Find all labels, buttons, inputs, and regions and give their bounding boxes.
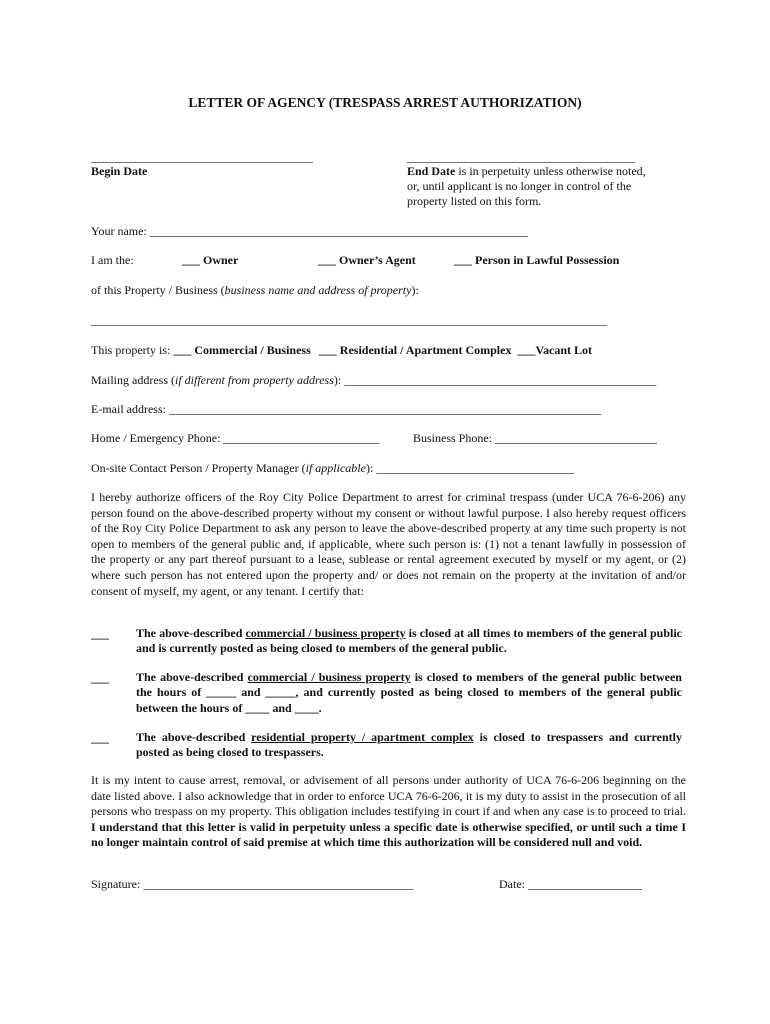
property-address-line[interactable]: ______________________________________________________________________________________	[91, 313, 607, 327]
intent-paragraph	[91, 773, 686, 851]
onsite-line[interactable]: ): _________________________________	[365, 461, 575, 475]
clause-1-pre: The above-described	[136, 626, 246, 640]
mailing-address-field[interactable]	[91, 373, 656, 388]
end-date-line[interactable]: ______________________________________	[407, 150, 635, 164]
onsite-label: On-site Contact Person / Property Manager (	[91, 461, 306, 475]
end-date-label-row	[407, 164, 646, 179]
clause-1-blank[interactable]: ___	[91, 627, 109, 641]
property-intro-end: ):	[411, 283, 419, 297]
date-field[interactable]: Date: ___________________	[499, 877, 642, 891]
clause-2-blank[interactable]: ___	[91, 671, 109, 685]
end-date-note-3: property listed on this form.	[407, 194, 542, 208]
your-name-field[interactable]: Your name: _______________________________________________________________	[91, 224, 528, 238]
home-phone-field[interactable]: Home / Emergency Phone: __________________________	[91, 431, 380, 445]
clause-3-post: is closed to trespassers and currently posted as being closed to trespassers.	[136, 730, 682, 760]
clause-2-pre: The above-described	[136, 670, 248, 684]
mailing-label: Mailing address (	[91, 373, 175, 387]
clause-3-blank[interactable]: ___	[91, 731, 109, 745]
authorization-paragraph: I hereby authorize officers of the Roy City Police Department to arrest for criminal trespass (under UCA 76-6-206) any person found on the above-described property without my consent or without lawful purpose. I also hereby request officers of the Roy City Police Department to ask any person to leave the above-described property at any time such property is not open to members of the general public and, if applicable, where such person is: (1) not a tenant lawfully in possession of the property or any part thereof pursuant to a lease, sublease or rental agreement executed by myself or my agent, or (2) where such person has not entered upon the property and/ or does not remain on the property at the invitation of and/or consent of myself, my agent, or any tenant. I certify that:	[91, 490, 686, 598]
signature-field[interactable]: Signature: _____________________________________________	[91, 877, 414, 891]
mailing-italic: if different from property address	[174, 373, 334, 387]
begin-date-label: Begin Date	[91, 164, 148, 178]
property-intro	[91, 283, 419, 298]
clause-2-underlined: commercial / business property	[247, 670, 411, 684]
intent-text: It is my intent to cause arrest, removal, or advisement of all persons under authority of UCA 76-6-206 beginning on the date listed above. I also acknowledge that in order to enforce UCA 76-6-206, it is my duty to assist in the prosecution of all persons who trespass on my property. This obligation includes testifying in court if and when any case is to proceed to trial.	[91, 773, 686, 819]
property-intro-text: of this Property / Business (	[91, 283, 225, 297]
end-date-note-2: or, until applicant is no longer in control of the	[407, 179, 632, 193]
mailing-line[interactable]: ): ____________________________________________________	[333, 373, 657, 387]
clause-1-post: is closed at all times to members of the general public and is currently posted as being closed to members of the general public.	[136, 626, 682, 656]
clause-3-underlined: residential property / apartment complex	[251, 730, 474, 744]
onsite-contact-field[interactable]	[91, 461, 574, 476]
property-intro-italic: business name and address of property	[224, 283, 412, 297]
residential-option[interactable]: ___ Residential / Apartment Complex	[318, 343, 512, 357]
clause-3	[136, 730, 682, 761]
begin-date-line[interactable]: _____________________________________	[91, 150, 313, 164]
clause-2-post: is closed to members of the general public between the hours of _____ and _____, and currently posted as being closed to members of the general public between the hours of ____ and ____.	[136, 670, 682, 715]
email-field[interactable]: E-mail address: ________________________________________________________________________	[91, 402, 601, 416]
intent-bold-text: I understand that this letter is valid in perpetuity unless a specific date is otherwise specified, or until such a time I no longer maintain control of said premise at which time this authorization will be considered null and void.	[91, 819, 686, 850]
i-am-label: I am the:	[91, 253, 134, 267]
clause-2	[136, 670, 682, 716]
commercial-option[interactable]: ___ Commercial / Business	[173, 343, 311, 357]
end-date-label: End Date	[407, 164, 456, 178]
document-title: LETTER OF AGENCY (TRESPASS ARREST AUTHORIZATION)	[188, 95, 582, 110]
clause-1-underlined: commercial / business property	[245, 626, 406, 640]
end-date-note-1: is in perpetuity unless otherwise noted,	[455, 164, 646, 178]
clause-3-pre: The above-described	[136, 730, 252, 744]
clause-1	[136, 626, 682, 657]
business-phone-field[interactable]: Business Phone: ___________________________	[413, 431, 658, 445]
owners-agent-option[interactable]: ___ Owner’s Agent	[318, 253, 416, 267]
onsite-italic: if applicable	[305, 461, 366, 475]
owner-option[interactable]: ___ Owner	[182, 253, 239, 267]
property-type-label: This property is:	[91, 343, 174, 357]
lawful-possession-option[interactable]: ___ Person in Lawful Possession	[454, 253, 620, 267]
property-type-row	[91, 343, 592, 358]
vacant-lot-option[interactable]: ___Vacant Lot	[517, 343, 592, 357]
